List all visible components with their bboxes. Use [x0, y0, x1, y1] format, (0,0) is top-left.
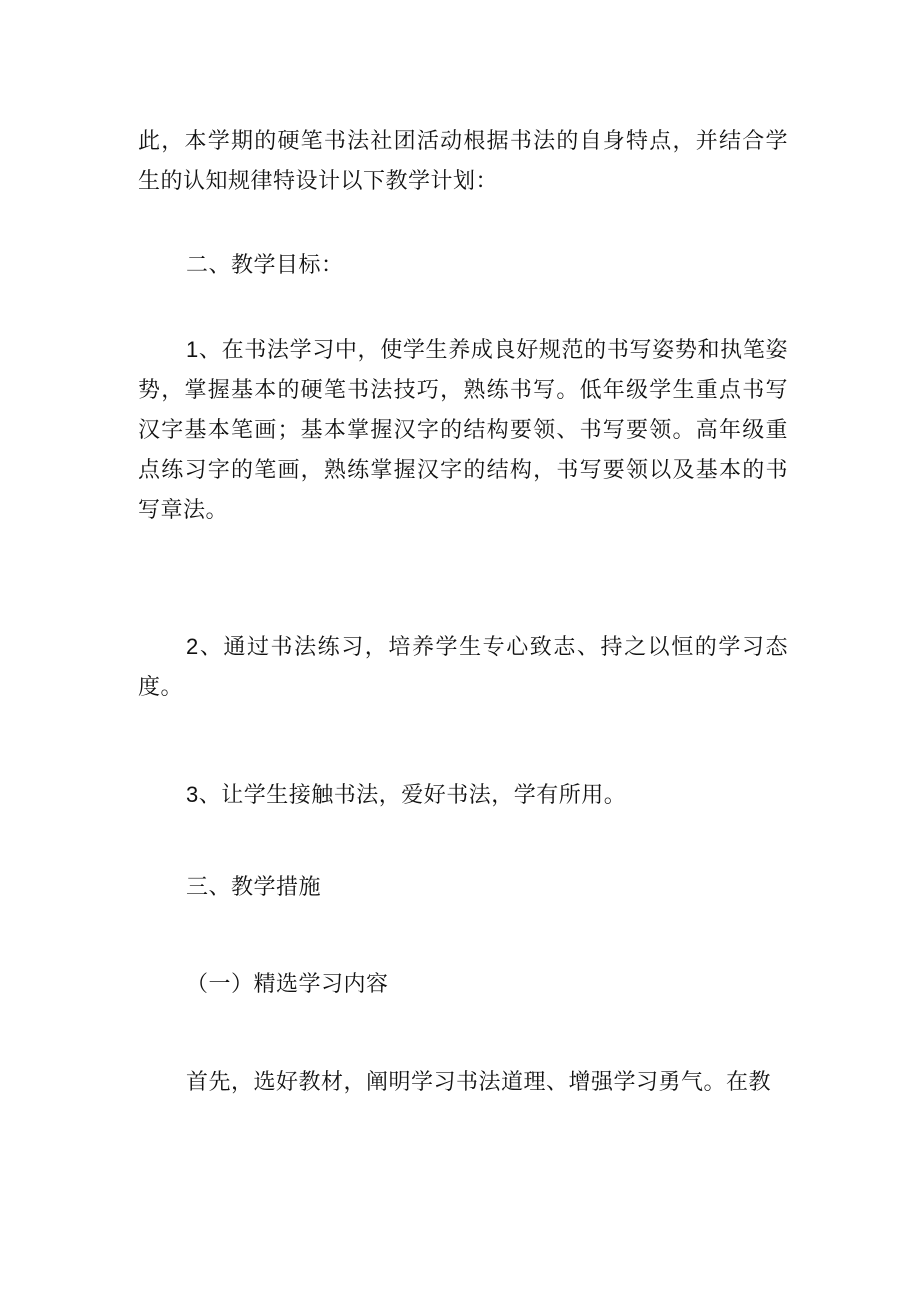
paragraph-text: 首先，选好教材，阐明学习书法道理、增强学习勇气。在教: [186, 1070, 772, 1095]
paragraph-textbook: [138, 1063, 788, 1103]
item-text: 、在书法学习中，使学生养成良好规范的书写姿势和执笔姿势，掌握基本的硬笔书法技巧，熟练书写。低年级学生重点书写汉字基本笔画；基本掌握汉字的结构要领、书写要领。高年级重点练习字的笔画，熟练掌握汉字的结构，书写要领以及基本的书写章法。: [138, 338, 788, 523]
subsection-heading-content: [138, 965, 788, 1005]
item-number: 3: [186, 782, 199, 807]
section-heading-measures: [138, 868, 788, 908]
goal-item-1: [138, 330, 788, 531]
item-text: 、让学生接触书法，爱好书法，学有所用。: [198, 783, 627, 808]
item-number: 2: [186, 634, 199, 659]
paragraph-text: 此，本学期的硬笔书法社团活动根据书法的自身特点，并结合学生的认知规律特设计以下教学计划：: [138, 129, 788, 194]
item-text: 、通过书法练习，培养学生专心致志、持之以恒的学习态度。: [138, 635, 788, 700]
heading-text: （一）精选学习内容: [186, 972, 389, 997]
heading-text: 三、教学措施: [186, 875, 322, 900]
heading-text: 二、教学目标：: [186, 253, 344, 278]
goal-item-3: [138, 775, 788, 816]
item-number: 1: [186, 337, 199, 362]
paragraph-intro-continuation: [138, 122, 788, 202]
section-heading-goals: [138, 246, 788, 286]
goal-item-2: [138, 627, 788, 708]
